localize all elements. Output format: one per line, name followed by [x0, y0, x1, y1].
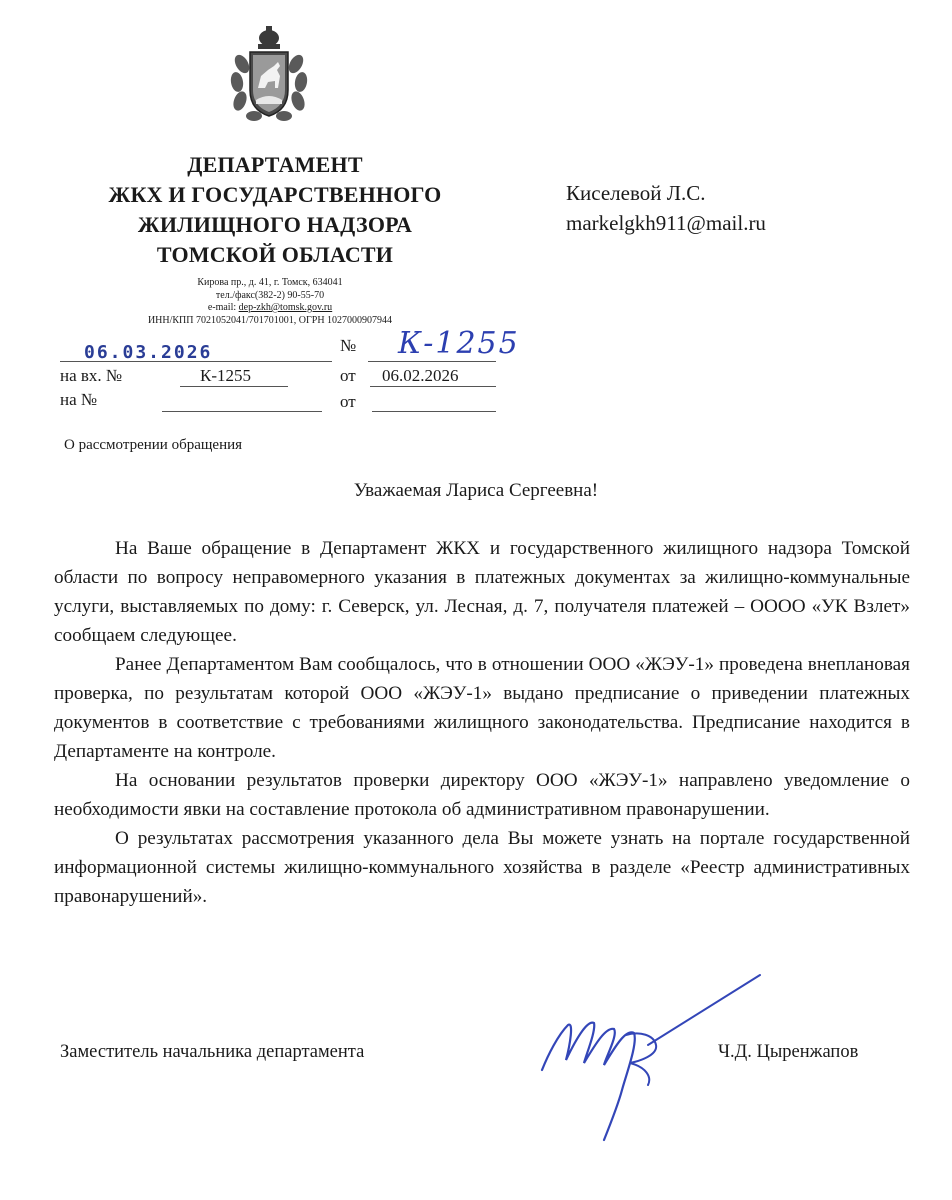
- body-paragraph: На основании результатов проверки директору ООО «ЖЭУ-1» направлено уведомление о необходимости явки на составление протокола об административном правонарушении.: [54, 770, 910, 820]
- body-paragraph: На Ваше обращение в Департамент ЖКХ и государственного жилищного надзора Томской области по вопросу неправомерного указания в платежных документах за жилищно-коммунальные услуги, выставляемых по дому: г. Северск, ул. Лесная, д. 7, получателя платежей – ОООО «УК Взлет» сообщаем следующее.: [54, 538, 910, 646]
- department-title: [90, 150, 460, 270]
- dept-line: ЖИЛИЩНОГО НАДЗОРА: [137, 212, 413, 237]
- signer-position: Заместитель начальника департамента: [60, 1042, 365, 1062]
- dept-line: ТОМСКОЙ ОБЛАСТИ: [156, 242, 394, 267]
- tomsk-coat-of-arms-icon: [228, 26, 310, 128]
- salutation: Уважаемая Лариса Сергеевна!: [353, 480, 599, 501]
- recipient-block: [566, 178, 766, 238]
- recipient-email[interactable]: markelgkh911@mail.ru: [566, 211, 766, 235]
- body-paragraph: Ранее Департаментом Вам сообщалось, что в отношении ООО «ЖЭУ-1» проведена внеплановая проверка, по результатам которой ООО «ЖЭУ-1» выдано предписание о приведении платежных документов в соответствие с требованиями жилищного законодательства. Предписание находится в Департаменте на контроле.: [54, 654, 910, 762]
- outgoing-number-handwritten: К-1255: [398, 326, 520, 361]
- phone: тел./факс(382-2) 90-55-70: [215, 289, 325, 301]
- email-row: [120, 302, 420, 315]
- incoming-date-value: 06.02.2026: [382, 366, 459, 385]
- department-contacts: [120, 277, 420, 327]
- incoming-number-label: на вх. №: [60, 366, 123, 385]
- number-underline: [368, 361, 496, 362]
- incoming-number-underline: [180, 386, 288, 387]
- body-paragraph: О результатах рассмотрения указанного дела Вы можете узнать на портале государственной информационной системы жилищно-коммунального хозяйства в разделе «Реестр административных правонарушений».: [54, 828, 910, 907]
- date-underline: [60, 361, 332, 362]
- incoming-date-label: от: [340, 366, 356, 385]
- outgoing-number-label: №: [340, 336, 357, 355]
- email-label: e-mail:: [207, 302, 239, 313]
- signer-name: Ч.Д. Цыренжапов: [718, 1042, 859, 1062]
- incoming-date-underline: [370, 386, 496, 387]
- address: Кирова пр., д. 41, г. Томск, 634041: [197, 277, 343, 288]
- reference-number-label: на №: [60, 390, 98, 409]
- outgoing-date-stamp: 06.03.2026: [84, 342, 213, 363]
- letter-body: [54, 534, 910, 911]
- incoming-number-value: К-1255: [200, 366, 251, 385]
- reference-date-label: от: [340, 392, 356, 411]
- dept-line: ЖКХ И ГОСУДАРСТВЕННОГО: [108, 182, 442, 207]
- requisites: ИНН/КПП 7021052041/701701001, ОГРН 1027000907944: [147, 314, 393, 326]
- dept-line: ДЕПАРТАМЕНТ: [187, 152, 363, 177]
- department-email-link[interactable]: dep-zkh@tomsk.gov.ru: [238, 302, 333, 313]
- recipient-name: Киселевой Л.С.: [566, 181, 706, 205]
- letter-subject: О рассмотрении обращения: [64, 437, 243, 453]
- reference-date-underline: [372, 411, 496, 412]
- reference-number-underline: [162, 411, 322, 412]
